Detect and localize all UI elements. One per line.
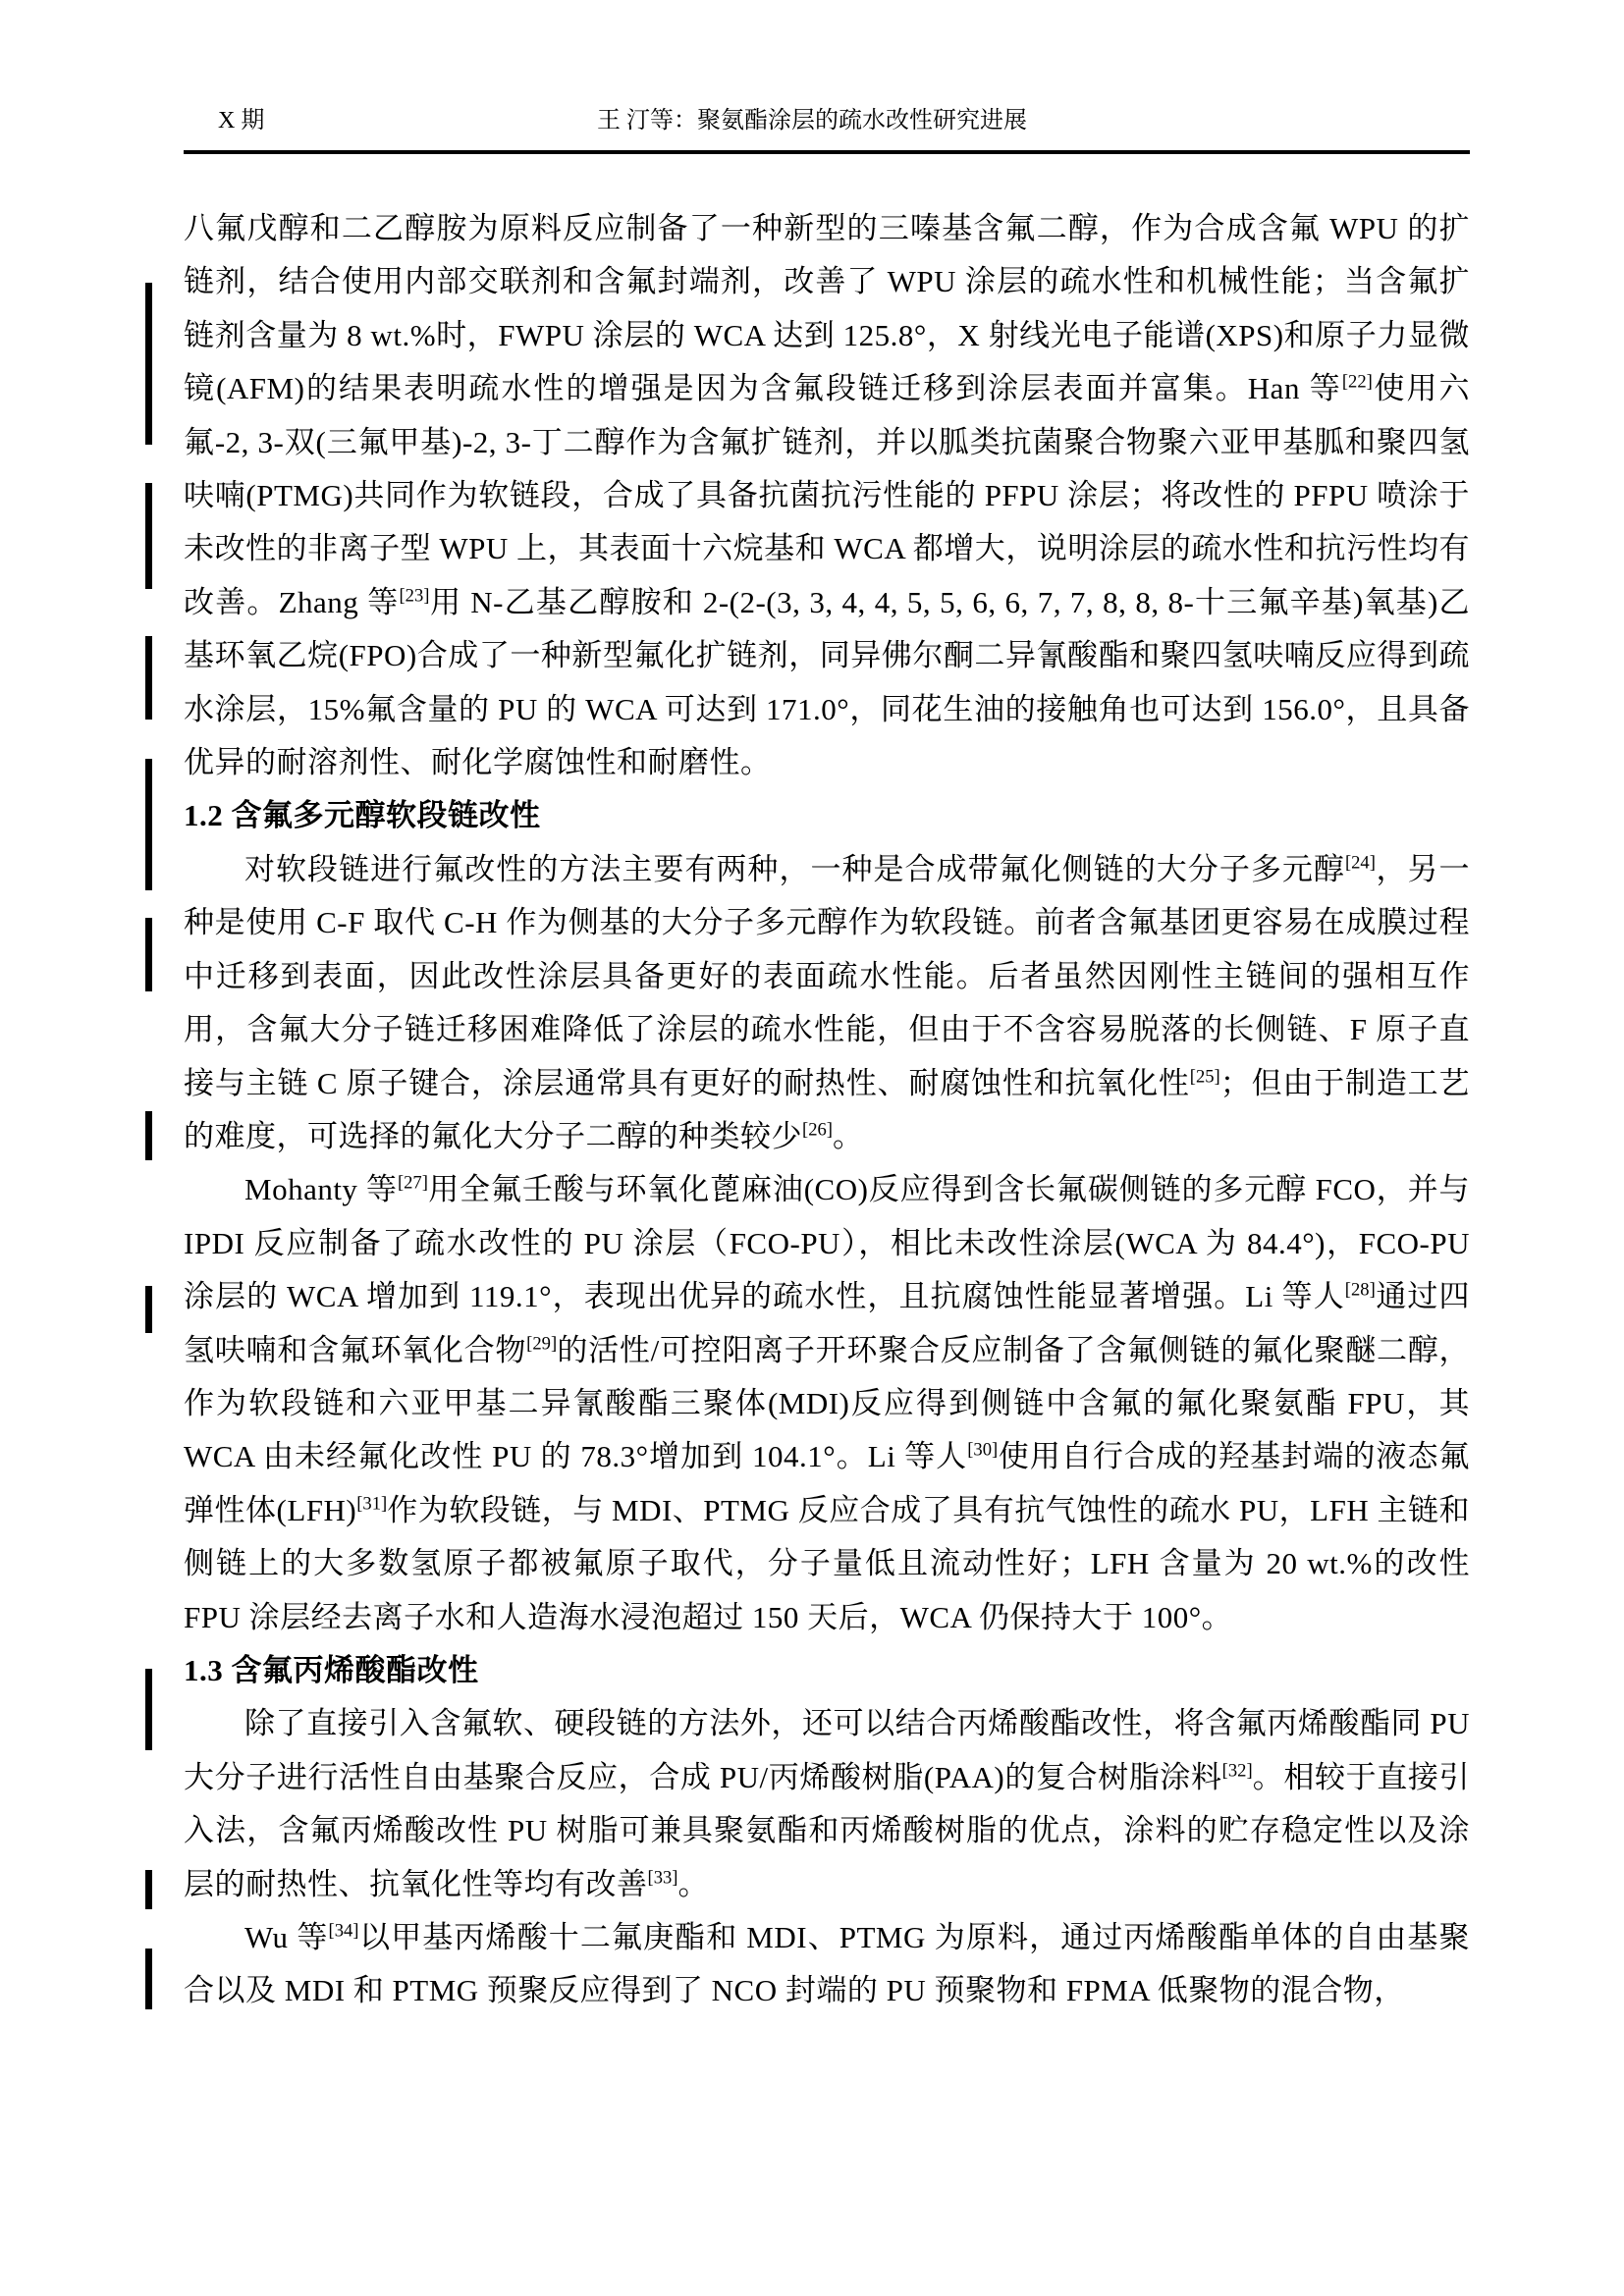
revision-bar-5	[145, 918, 152, 991]
body-text: 使用六氟-2, 3-双(三氟甲基)-2, 3-丁二醇作为含氟扩链剂，并以胍类抗菌聚合物聚六亚甲基胍和聚四氢呋喃(PTMG)共同作为软链段，合成了具备抗菌抗污性能的 PFPU 涂层；将改性的 PFPU 喷涂于未改性的非离子型 WPU 上，其表面十六烷基和 WCA 都增大，说明涂层的疏水性和抗污性均有改善。Zhang 等	[184, 371, 1471, 619]
paragraph-mohanty-li-studies	[184, 1163, 1470, 1644]
body-text: ，另一种是使用 C-F 取代 C-H 作为侧基的大分子多元醇作为软段链。前者含氟基团更容易在成膜过程中迁移到表面，因此改性涂层具备更好的表面疏水性能。后者虽然因刚性主链间的强相互作用，含氟大分子链迁移困难降低了涂层的疏水性能，但由于不含容易脱落的长侧链、F 原子直接与主链 C 原子键合，涂层通常具有更好的耐热性、耐腐蚀性和抗氧化性	[184, 851, 1471, 1100]
running-head-title: 王 汀等：聚氨酯涂层的疏水改性研究进展	[597, 108, 1027, 133]
paragraph-wu-study	[184, 1911, 1470, 2018]
citation-ref: [34]	[328, 1920, 359, 1942]
citation-ref: [32]	[1221, 1760, 1253, 1782]
body-text: 使用自行合成的羟基封端的液态氟弹性体(LFH)	[184, 1439, 1470, 1527]
body-text: 以甲基丙烯酸十二氟庚酯和 MDI、PTMG 为原料，通过丙烯酸酯单体的自由基聚合以及 MDI 和 PTMG 预聚反应得到了 NCO 封端的 PU 预聚物和 FPMA 低聚物的混合物，	[184, 1920, 1470, 2008]
revision-bar-1	[145, 283, 152, 445]
citation-ref: [33]	[647, 1867, 678, 1889]
citation-ref: [25]	[1189, 1066, 1220, 1088]
body-text: 对软段链进行氟改性的方法主要有两种，一种是合成带氟化侧链的大分子多元醇	[244, 851, 1345, 886]
body-text: 。	[677, 1866, 709, 1901]
paragraph-acrylate-modification	[184, 1697, 1470, 1911]
article-body	[184, 202, 1470, 2018]
running-head-issue: X 期	[218, 108, 265, 133]
body-text: 。	[832, 1118, 864, 1153]
body-text: Mohanty 等	[244, 1172, 398, 1207]
body-text: 通过四氢呋喃和含氟环氧化合物	[184, 1279, 1471, 1367]
body-text: 除了直接引入含氟软、硬段链的方法外，还可以结合丙烯酸酯改性，将含氟丙烯酸酯同 PU 大分子进行活性自由基聚合反应，合成 PU/丙烯酸树脂(PAA)的复合树脂涂料	[184, 1706, 1470, 1794]
citation-ref: [31]	[356, 1493, 388, 1515]
body-text: ；但由于制造工艺的难度，可选择的氟化大分子二醇的种类较少	[184, 1065, 1470, 1153]
citation-ref: [28]	[1344, 1279, 1376, 1301]
body-text: 。相较于直接引入法，含氟丙烯酸改性 PU 树脂可兼具聚氨酯和丙烯酸树脂的优点，涂料的贮存稳定性以及涂层的耐热性、抗氧化性等均有改善	[184, 1759, 1470, 1901]
revision-bar-10	[145, 1949, 152, 2009]
header-rule	[184, 150, 1470, 154]
body-text: 用 N-乙基乙醇胺和 2-(2-(3, 3, 4, 4, 5, 5, 6, 6, 7, 7, 8, 8, 8-十三氟辛基)氧基)乙基环氧乙烷(FPO)合成了一种新型氟化扩链剂，同异佛尔酮二异氰酸酯和聚四氢呋喃反应得到疏水涂层，15%氟含量的 PU 的 WCA 可达到 171.0°，同花生油的接触角也可达到 156.0°，且具备优异的耐溶剂性、耐化学腐蚀性和耐磨性。	[184, 584, 1470, 780]
revision-bar-3	[145, 636, 152, 720]
body-text: 的活性/可控阳离子开环聚合反应制备了含氟侧链的氟化聚醚二醇，作为软段链和六亚甲基二异氰酸酯三聚体(MDI)反应得到侧链中含氟的氟化聚氨酯 FPU，其 WCA 由未经氟化改性 PU 的 78.3°增加到 104.1°。Li 等人	[184, 1332, 1470, 1474]
body-text: 作为软段链，与 MDI、PTMG 反应合成了具有抗气蚀性的疏水 PU，LFH 主链和侧链上的大多数氢原子都被氟原子取代，分子量低且流动性好；LFH 含量为 20 wt.%的改性 FPU 涂层经去离子水和人造海水浸泡超过 150 天后，WCA 仍保持大于 100°。	[184, 1492, 1470, 1634]
citation-ref: [22]	[1341, 371, 1373, 393]
revision-bar-2	[145, 483, 152, 589]
revision-bar-8	[145, 1669, 152, 1750]
section-heading-1-3: 1.3 含氟丙烯酸酯改性	[184, 1652, 479, 1687]
citation-ref: [24]	[1344, 852, 1376, 874]
citation-ref: [26]	[802, 1119, 833, 1141]
revision-bar-6	[145, 1111, 152, 1160]
revision-bar-9	[145, 1870, 152, 1909]
body-text: 用全氟壬酸与环氧化蓖麻油(CO)反应得到含长氟碳侧链的多元醇 FCO，并与 IPDI 反应制备了疏水改性的 PU 涂层（FCO-PU），相比未改性涂层(WCA 为 84.4°)，FCO-PU 涂层的 WCA 增加到 119.1°，表现出优异的疏水性，且抗腐蚀性能显著增强。Li 等人	[184, 1172, 1471, 1314]
citation-ref: [23]	[399, 585, 430, 607]
revision-bar-4	[145, 759, 152, 890]
body-text: Wu 等	[244, 1920, 329, 1954]
citation-ref: [27]	[397, 1172, 428, 1194]
paragraph-fluorinated-chain-extender	[184, 202, 1470, 789]
section-heading-1-2: 1.2 含氟多元醇软段链改性	[184, 798, 541, 833]
revision-bar-7	[145, 1286, 152, 1333]
body-text: 八氟戊醇和二乙醇胺为原料反应制备了一种新型的三嗪基含氟二醇，作为合成含氟 WPU 的扩链剂，结合使用内部交联剂和含氟封端剂，改善了 WPU 涂层的疏水性和机械性能；当含氟扩链剂含量为 8 wt.%时，FWPU 涂层的 WCA 达到 125.8°，X 射线光电子能谱(XPS)和原子力显微镜(AFM)的结果表明疏水性的增强是因为含氟段链迁移到涂层表面并富集。Han 等	[184, 211, 1470, 406]
citation-ref: [30]	[967, 1440, 999, 1462]
citation-ref: [29]	[526, 1333, 558, 1355]
paragraph-soft-segment-methods	[184, 843, 1470, 1163]
